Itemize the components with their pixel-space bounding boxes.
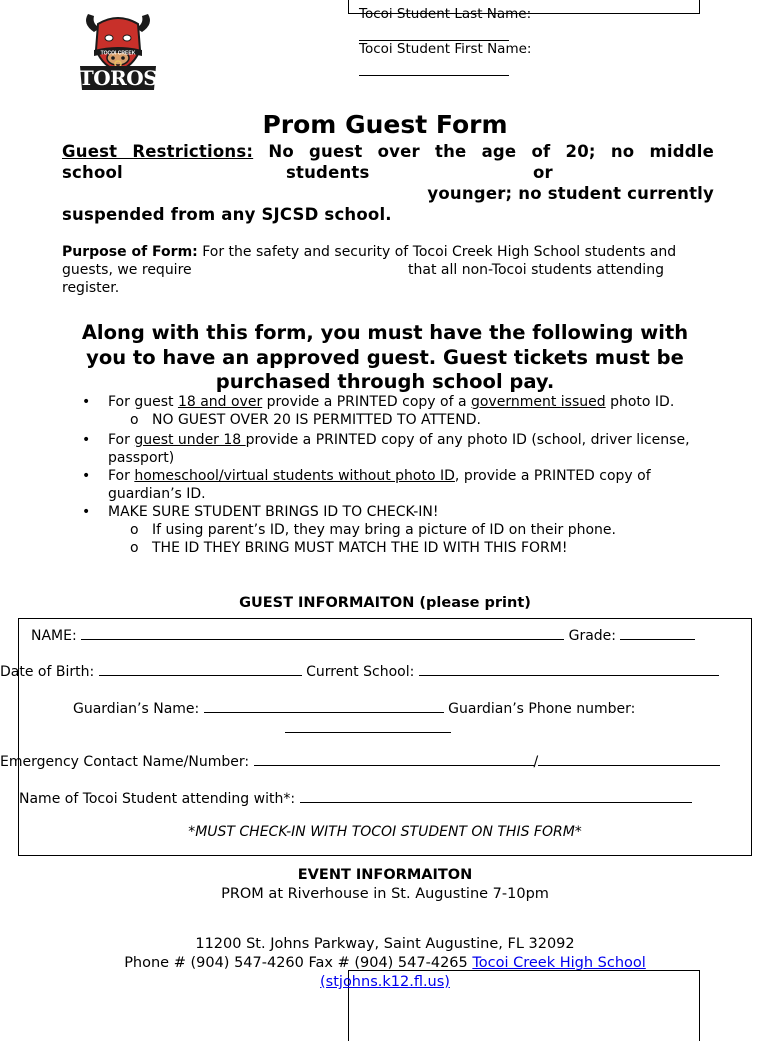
school-link[interactable]: Tocoi Creek High School xyxy=(472,955,646,971)
purpose-of-form xyxy=(62,243,732,297)
event-address: 11200 St. Johns Parkway, Saint Augustine, FL 32092 xyxy=(195,936,575,952)
checkin-note: *MUST CHECK-IN WITH TOCOI STUDENT ON THIS FORM* xyxy=(188,824,582,840)
restrictions-line1: No guest over the age of 20; no middle xyxy=(268,142,714,161)
list-item: o If using parent’s ID, they may bring a picture of ID on their phone. xyxy=(130,522,616,538)
guest-info-heading: GUEST INFORMAITON (please print) xyxy=(239,595,531,611)
school-label: Current School: xyxy=(306,664,415,680)
toros-bull-logo-icon xyxy=(78,6,158,96)
emergency-separator: / xyxy=(533,754,539,770)
requirements-heading xyxy=(40,321,730,395)
event-line1: PROM at Riverhouse in St. Augustine 7-10pm xyxy=(221,886,549,902)
dob-row xyxy=(0,661,719,680)
restrictions-word-students: students xyxy=(286,163,370,182)
restrictions-label: Guest Restrictions: xyxy=(62,142,254,161)
tocoi-student-row xyxy=(19,788,692,807)
restrictions-word-school: school xyxy=(62,163,123,182)
name-field[interactable] xyxy=(81,625,564,640)
dob-label: Date of Birth: xyxy=(0,664,95,680)
emergency-row xyxy=(0,751,720,770)
student-first-name-label: Tocoi Student First Name: xyxy=(359,41,532,57)
dob-field[interactable] xyxy=(99,661,302,676)
grade-field[interactable] xyxy=(620,625,695,640)
guest-restrictions xyxy=(62,141,714,225)
logo-wordmark: TOROS xyxy=(78,66,158,90)
student-last-name-label: Tocoi Student Last Name: xyxy=(359,6,532,22)
list-item: • MAKE SURE STUDENT BRINGS ID TO CHECK-IN! xyxy=(82,504,439,520)
guardian-name-field[interactable] xyxy=(204,698,444,713)
purpose-line3: register. xyxy=(62,280,120,296)
name-label: NAME: xyxy=(31,628,77,644)
emergency-number-field[interactable] xyxy=(538,751,720,766)
tocoi-student-field[interactable] xyxy=(300,788,692,803)
guardian-name-label: Guardian’s Name: xyxy=(73,701,200,717)
school-field[interactable] xyxy=(419,661,719,676)
logo-banner-text: TOCOI CREEK xyxy=(100,50,136,57)
along-line3: purchased through school pay. xyxy=(215,370,555,393)
emergency-name-field[interactable] xyxy=(254,751,534,766)
guest-info-box xyxy=(18,618,752,856)
requirements-list xyxy=(62,393,712,557)
purpose-line2b: that all non-Tocoi students attending xyxy=(408,262,664,278)
restrictions-line4: suspended from any SJCSD school. xyxy=(62,205,392,224)
purpose-line1: For the safety and security of Tocoi Creek High School students and xyxy=(202,244,677,260)
along-line1: Along with this form, you must have the following with xyxy=(81,321,689,344)
restrictions-word-or: or xyxy=(533,163,553,182)
list-item: • For homeschool/virtual students without photo ID, provide a PRINTED copy of guardian’s ID. xyxy=(82,468,651,502)
page-title: Prom Guest Form xyxy=(262,110,508,139)
list-item: • For guest 18 and over provide a PRINTED copy of a government issued photo ID. xyxy=(82,394,675,410)
emergency-label: Emergency Contact Name/Number: xyxy=(0,754,250,770)
tocoi-student-label: Name of Tocoi Student attending with*: xyxy=(19,791,296,807)
list-item: o NO GUEST OVER 20 IS PERMITTED TO ATTEND. xyxy=(130,412,481,428)
name-row xyxy=(31,625,695,644)
list-item: • For guest under 18 provide a PRINTED copy of any photo ID (school, driver license, passport) xyxy=(82,432,690,466)
school-link-domain[interactable]: (stjohns.k12.fl.us) xyxy=(320,974,450,990)
student-first-name-line[interactable] xyxy=(359,75,509,76)
list-item: o THE ID THEY BRING MUST MATCH THE ID WITH THIS FORM! xyxy=(130,540,568,556)
phone-fax: Phone # (904) 547-4260 Fax # (904) 547-4265 xyxy=(124,955,468,971)
purpose-line2a: guests, we require xyxy=(62,262,192,278)
guardian-phone-label: Guardian’s Phone number: xyxy=(448,701,636,717)
guardian-row xyxy=(73,698,635,717)
guardian-phone-field[interactable] xyxy=(285,732,451,733)
restrictions-line3: younger; no student currently xyxy=(427,184,714,203)
purpose-label: Purpose of Form: xyxy=(62,244,198,260)
event-info xyxy=(0,866,770,992)
grade-label: Grade: xyxy=(568,628,617,644)
event-heading: EVENT INFORMAITON xyxy=(297,867,473,883)
along-line2: you to have an approved guest. Guest tickets must be xyxy=(86,345,684,369)
